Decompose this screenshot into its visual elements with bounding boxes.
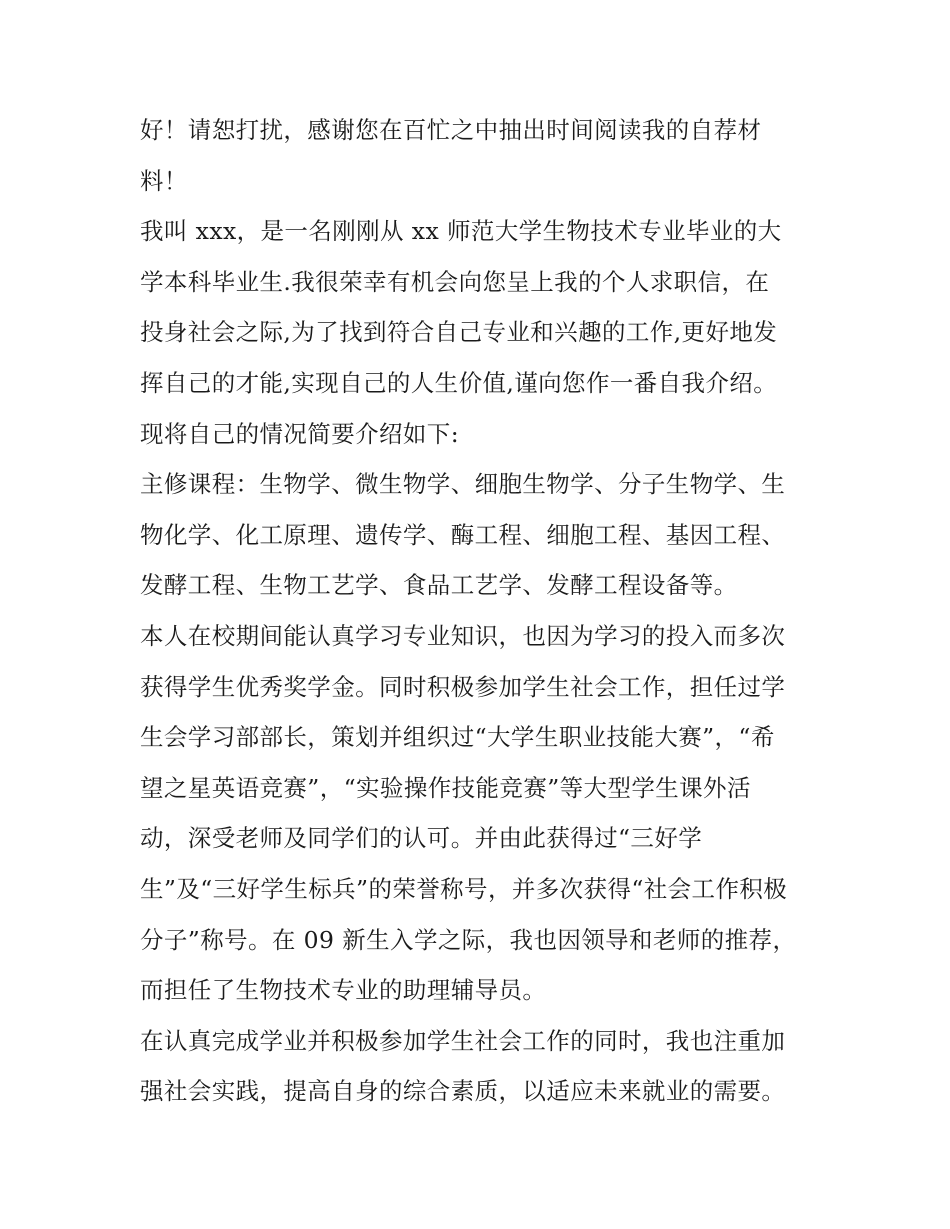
text-line: 发酵工程、生物工艺学、食品工艺学、发酵工程设备等。 [140,571,738,600]
text-line: 获得学生优秀奖学金。同时积极参加学生社会工作，担任过学 [140,672,786,701]
text-line: 现将自己的情况简要介绍如下: [140,419,460,448]
text-line: 分子”称号。在 09 新生入学之际，我也因领导和老师的推荐， [140,925,797,954]
text-line: 在认真完成学业并积极参加学生社会工作的同时，我也注重加 [140,1026,786,1055]
text-line: 好！请恕打扰，感谢您在百忙之中抽出时间阅读我的自荐材 [140,116,762,144]
text-line: 物化学、化工原理、遗传学、酶工程、细胞工程、基因工程、 [140,520,786,549]
text-line: 而担任了生物技术专业的助理辅导员。 [140,976,547,1005]
text-line: 望之星英语竞赛”，“实验操作技能竞赛”等大型学生课外活 [140,773,751,802]
text-line: 学本科毕业生.我很荣幸有机会向您呈上我的个人求职信，在 [140,267,770,296]
text-line: 我叫 xxx，是一名刚刚从 xx 师范大学生物技术专业毕业的大 [140,217,782,246]
text-line: 强社会实践，提高自身的综合素质，以适应未来就业的需要。 [140,1077,786,1106]
text-line: 投身社会之际,为了找到符合自己专业和兴趣的工作,更好地发 [140,318,778,347]
text-line: 本人在校期间能认真学习专业知识，也因为学习的投入而多次 [140,621,786,650]
text-line: 主修课程：生物学、微生物学、细胞生物学、分子生物学、生 [140,470,786,499]
text-line: 动，深受老师及同学们的认可。并由此获得过“三好学 [140,824,703,853]
text-line: 生会学习部部长，策划并组织过“大学生职业技能大赛”，“希 [140,723,775,752]
document-body [140,112,830,1124]
text-line: 料！ [140,166,188,195]
text-line: 挥自己的才能,实现自己的人生价值,谨向您作一番自我介绍。 [140,368,778,397]
text-line: 生”及“三好学生标兵”的荣誉称号，并多次获得“社会工作积极 [140,874,788,903]
